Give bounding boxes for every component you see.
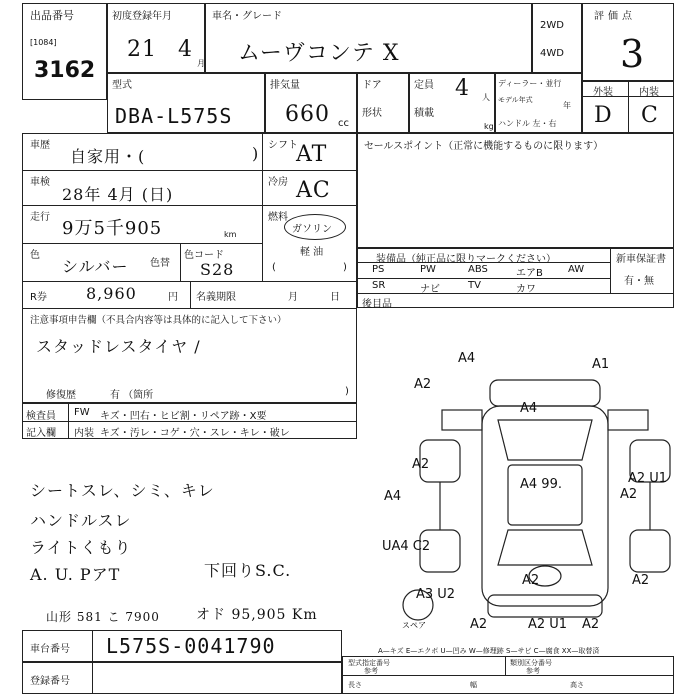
drive-2wd: 2WD [540, 20, 564, 31]
first-reg-month-unit: 月 [197, 59, 205, 68]
damage-mark: A2 U1 [628, 471, 668, 486]
shape-label: 形状 [362, 108, 382, 119]
expiry-label: 名義期限 [196, 292, 236, 303]
height-label: 高さ [570, 681, 584, 689]
int-label: 内装 [639, 87, 659, 98]
damage-mark: A2 [632, 573, 650, 588]
diagram-legend: A—キズ E—エクボ U—凹み W—修理跡 S—サビ C—腐食 XX—取替済 [378, 647, 600, 655]
recycle-label: R券 [30, 292, 47, 303]
ext-value: D [594, 103, 613, 128]
equipment-item: AW [568, 264, 585, 275]
inspect-value: 28年 4月 (日) [62, 185, 174, 204]
damage-mark: UA4 C2 [382, 539, 431, 554]
ac-label: 冷房 [268, 177, 288, 188]
sales-label: セールスポイント（正常に機能するものに限ります） [364, 141, 604, 152]
entry-label: 記入欄 [26, 428, 56, 439]
lot-label: 出品番号 [30, 9, 74, 22]
equipment-item: カワ [516, 284, 536, 295]
shift-value: AT [296, 142, 328, 167]
damage-mark: A4 99. [520, 477, 562, 492]
warranty-options: 有・無 [624, 276, 654, 287]
score-label: 評価点 [594, 11, 636, 22]
drive-4wd: 4WD [540, 48, 564, 59]
check-label: 検査員 [26, 411, 56, 422]
first-reg-year: 21 [127, 37, 157, 62]
equipment-label: 装備品（純正品に限りマークください） [376, 254, 556, 265]
mileage-unit: km [224, 230, 237, 239]
cap-unit: 人 [482, 93, 490, 102]
comment-4: A. U. PアT [30, 565, 121, 584]
equipment-item: TV [468, 280, 481, 291]
comment-2: ハンドルスレ [30, 511, 132, 530]
chassis-label: 車台番号 [30, 644, 70, 655]
fw-label: FW [74, 407, 90, 418]
disp-value: 660 [285, 102, 330, 127]
fuel-gas-circle [284, 214, 346, 240]
model-year-label: モデル年式 [498, 96, 533, 104]
recycle-value: 8,960 [86, 284, 137, 303]
damage-mark: A1 [592, 357, 610, 372]
shift-label: シフト [268, 140, 298, 151]
year-unit: 年 [563, 101, 571, 110]
history-label: 車歴 [30, 140, 50, 151]
damage-mark: A4 [458, 351, 476, 366]
class-ref-label: 参考 [526, 667, 540, 675]
door-label: ドア [362, 80, 382, 91]
mileage-value: 9万5千905 [62, 218, 163, 239]
equipment-item: エアB [516, 268, 543, 279]
color-code-label: 色コード [184, 250, 224, 261]
history-close: ) [252, 144, 260, 163]
chassis-value: L575S-0041790 [106, 634, 276, 658]
damage-mark: A2 [414, 377, 432, 392]
car-damage-diagram [370, 340, 680, 640]
model-value: DBA-L575S [115, 104, 233, 128]
notes-label: 注意事項申告欄（不具合内容等は具体的に記入して下さい） [30, 315, 287, 326]
equipment-item: ABS [468, 264, 488, 275]
cap-value: 4 [455, 76, 470, 101]
history-value: 自家用・( [70, 147, 146, 166]
fuel-label: 燃料 [268, 212, 288, 223]
score-value: 3 [620, 32, 646, 76]
lot-code: [1084] [30, 38, 57, 47]
reg-label: 登録番号 [30, 676, 70, 687]
equipment-item: SR [372, 280, 386, 291]
recycle-unit: 円 [168, 292, 178, 303]
drive-box [532, 3, 582, 73]
dealer-label: ディーラー・並行 [498, 79, 562, 88]
damage-mark: A4 [520, 401, 538, 416]
repair-label: 修復歴 [46, 390, 76, 401]
expiry-day: 日 [330, 292, 340, 303]
new-warranty-label: 新車保証書 [616, 254, 666, 265]
type-ref-label: 参考 [364, 667, 378, 675]
load-unit: kg [484, 122, 494, 131]
rear-seat-label: 後目品 [362, 299, 392, 310]
lot-number: 3162 [34, 58, 96, 83]
name-label: 車名・グレード [212, 11, 282, 22]
damage-mark: A4 [384, 489, 402, 504]
type-designation-label: 型式指定番号 [348, 659, 390, 667]
cap-label: 定員 [414, 80, 434, 91]
damage-mark: A2 [470, 617, 488, 632]
inspect-label: 車検 [30, 177, 50, 188]
first-reg-label: 初度登録年月 [112, 11, 172, 22]
fuel-diesel: 軽 油 [300, 247, 324, 258]
interior-items: キズ・汚レ・コゲ・穴・スレ・キレ・破レ [100, 428, 290, 439]
mileage-label: 走行 [30, 212, 50, 223]
name-value: ムーヴコンテ X [238, 41, 400, 66]
repair-close: ) [345, 386, 349, 397]
damage-mark: A2 [620, 487, 638, 502]
disp-unit: cc [338, 118, 349, 129]
equipment-item: PW [420, 264, 436, 275]
damage-mark: A2 [582, 617, 600, 632]
ac-value: AC [296, 178, 331, 203]
length-label: 長さ [348, 681, 362, 689]
model-label: 型式 [112, 80, 132, 91]
disp-label: 排気量 [270, 80, 300, 91]
interior-label: 内装 [74, 428, 94, 439]
ext-label: 外装 [593, 87, 613, 98]
first-reg-month: 4 [178, 37, 193, 62]
reg-box [22, 662, 342, 694]
comment-3: ライトくもり [30, 538, 132, 557]
equipment-item: ナビ [420, 284, 440, 295]
expiry-month: 月 [288, 292, 298, 303]
damage-mark: A2 [522, 573, 540, 588]
fuel-gas: ガソリン [292, 224, 332, 235]
width-label: 幅 [470, 681, 477, 689]
color-value: シルバー [62, 257, 129, 276]
comment-1: シートスレ、シミ、キレ [30, 481, 215, 500]
repair-value: 有 （箇所 [110, 390, 154, 401]
odo-note: オド 95,905 Km [196, 607, 318, 623]
int-value: C [641, 103, 659, 128]
notes-value: スタッドレスタイヤ / [36, 337, 201, 356]
comment-5: 下回りS.C. [204, 561, 292, 580]
damage-mark: A2 U1 [528, 617, 568, 632]
damage-mark: A2 [412, 457, 430, 472]
color-change-label: 色替 [150, 258, 170, 269]
note-extra: 山形 581 こ 7900 [46, 610, 160, 624]
handle-label: ハンドル 左・右 [498, 119, 557, 128]
damage-mark: A3 U2 [416, 587, 456, 602]
color-label: 色 [30, 250, 40, 261]
spare-label: スペア [402, 621, 426, 630]
color-code-value: S28 [200, 260, 235, 279]
fw-items: キズ・凹右・ヒビ割・リペア跡・X要 [100, 411, 267, 422]
load-label: 積載 [414, 108, 434, 119]
equipment-item: PS [372, 264, 385, 275]
type-class-label: 類別区分番号 [510, 659, 552, 667]
